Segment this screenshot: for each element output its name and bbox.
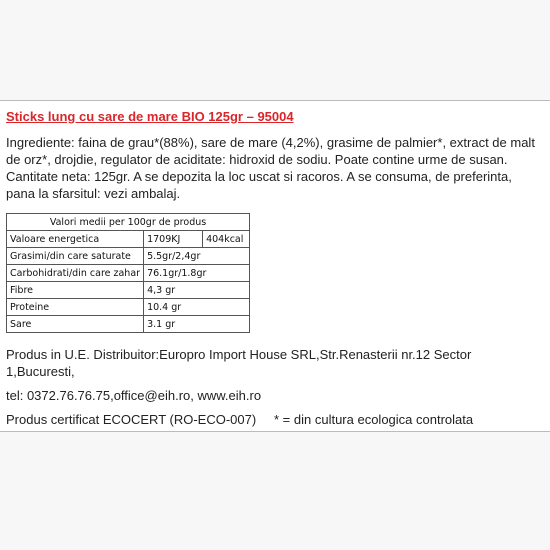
- organic-note: * = din cultura ecologica controlata: [274, 412, 474, 427]
- nutrient-name: Valoare energetica: [7, 231, 144, 248]
- nutrient-name: Grasimi/din care saturate: [7, 248, 144, 265]
- nutrient-name: Sare: [7, 316, 144, 333]
- nutrient-value: 1709KJ: [144, 231, 203, 248]
- table-row: [7, 265, 250, 282]
- distributor-text: Produs in U.E. Distribuitor:Europro Import House SRL,Str.Renasterii nr.12 Sector 1,Bucuresti,: [6, 347, 472, 379]
- certification-line: [6, 411, 542, 428]
- nutrient-name: Carbohidrati/din care zahar: [7, 265, 144, 282]
- nutrient-value-alt: 404kcal: [203, 231, 250, 248]
- table-row: [7, 299, 250, 316]
- nutrient-value: 3.1 gr: [144, 316, 250, 333]
- table-row: [7, 248, 250, 265]
- nutrient-value: 4,3 gr: [144, 282, 250, 299]
- nutrition-table: [6, 213, 250, 333]
- nutrient-value: 10.4 gr: [144, 299, 250, 316]
- contact-text: tel: 0372.76.76.75,office@eih.ro, www.eih.ro: [6, 388, 262, 403]
- nutrient-name: Proteine: [7, 299, 144, 316]
- product-label: [0, 100, 550, 432]
- nutrition-header: Valori medii per 100gr de produs: [7, 214, 250, 231]
- nutrient-value: 5.5gr/2,4gr: [144, 248, 250, 265]
- table-row: [7, 231, 250, 248]
- ingredients-text: Ingrediente: faina de grau*(88%), sare de mare (4,2%), grasime de palmier*, extract de malt de orz*, drojdie, regulator de aciditate: hidroxid de sodiu. Poate contine urme de susan. Cantitate neta: 125gr. A se depozita la loc uscat si racoros. A se consuma, de preferinta, pana la sfarsitul: vezi ambalaj.: [6, 135, 535, 201]
- nutrient-value: 76.1gr/1.8gr: [144, 265, 250, 282]
- product-title: Sticks lung cu sare de mare BIO 125gr – 95004: [6, 109, 294, 124]
- table-row: [7, 282, 250, 299]
- table-row: [7, 316, 250, 333]
- nutrition-header-row: [7, 214, 250, 231]
- certification-text: Produs certificat ECOCERT (RO-ECO-007): [6, 412, 257, 427]
- nutrient-name: Fibre: [7, 282, 144, 299]
